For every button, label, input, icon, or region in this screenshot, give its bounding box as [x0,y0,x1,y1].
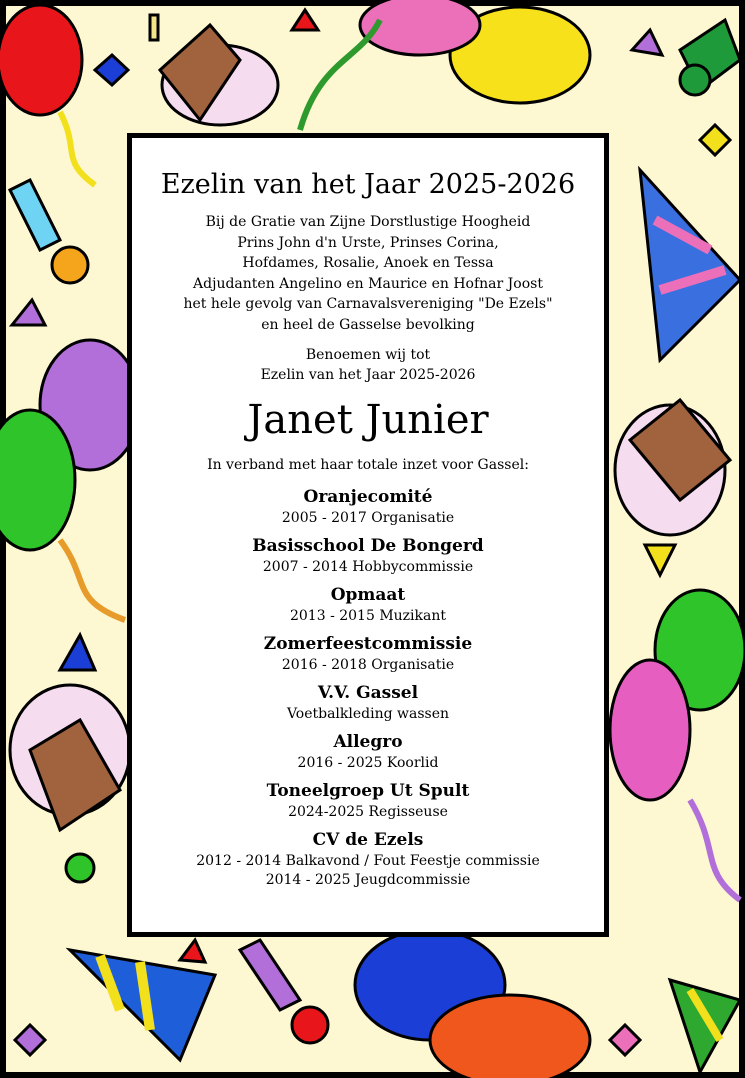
organization-entry [132,779,604,822]
intro-line: Bij de Gratie van Zijne Dorstlustige Hoogheid [205,214,531,230]
organization-name: Opmaat [330,585,406,605]
organization-role: 2012 - 2014 Balkavond / Fout Feestje commissie [196,853,540,869]
intro-line: het hele gevolg van Carnavalsvereniging "De Ezels" [183,296,553,312]
nomination-line: Ezelin van het Jaar 2025-2026 [260,367,476,383]
organization-name: Toneelgroep Ut Spult [266,781,470,801]
intro-line: en heel de Gasselse bevolking [261,316,475,333]
nomination-text [132,345,604,385]
organization-entry [132,730,604,773]
intro-text [132,212,604,335]
intro-line: Prins John d'n Urste, Prinses Corina, [237,234,499,251]
organization-role: 2016 - 2018 Organisatie [281,657,455,673]
organization-name: CV de Ezels [312,830,424,850]
nomination-line: Benoemen wij tot [305,347,431,363]
organization-entry [132,828,604,890]
organization-name: Zomerfeestcommissie [263,634,473,654]
organization-role: 2014 - 2025 Jeugdcommissie [265,872,471,888]
organization-name: Basisschool De Bongerd [252,536,484,556]
reason-text: In verband met haar totale inzet voor Gassel: [207,457,529,473]
organization-role: 2013 - 2015 Muzikant [289,608,447,624]
organization-role: Voetbalkleding wassen [286,706,450,722]
organization-entry [132,583,604,626]
intro-line: Adjudanten Angelino en Maurice en Hofnar Joost [193,275,543,292]
honoree-name: Janet Junier [247,397,489,443]
organization-name: V.V. Gassel [317,683,419,703]
intro-line: Hofdames, Rosalie, Anoek en Tessa [242,255,494,271]
organization-name: Allegro [333,732,403,752]
certificate-title: Ezelin van het Jaar 2025-2026 [160,169,576,200]
certificate-card [127,133,609,937]
organization-role: 2016 - 2025 Koorlid [297,755,439,771]
organization-entry [132,681,604,724]
organization-role: 2007 - 2014 Hobbycommissie [262,559,474,575]
organization-entry [132,485,604,528]
organization-entry [132,534,604,577]
organization-name: Oranjecomité [303,487,433,507]
organization-role: 2005 - 2017 Organisatie [281,510,455,526]
organization-role: 2024-2025 Regisseuse [288,804,448,820]
organization-entry [132,632,604,675]
